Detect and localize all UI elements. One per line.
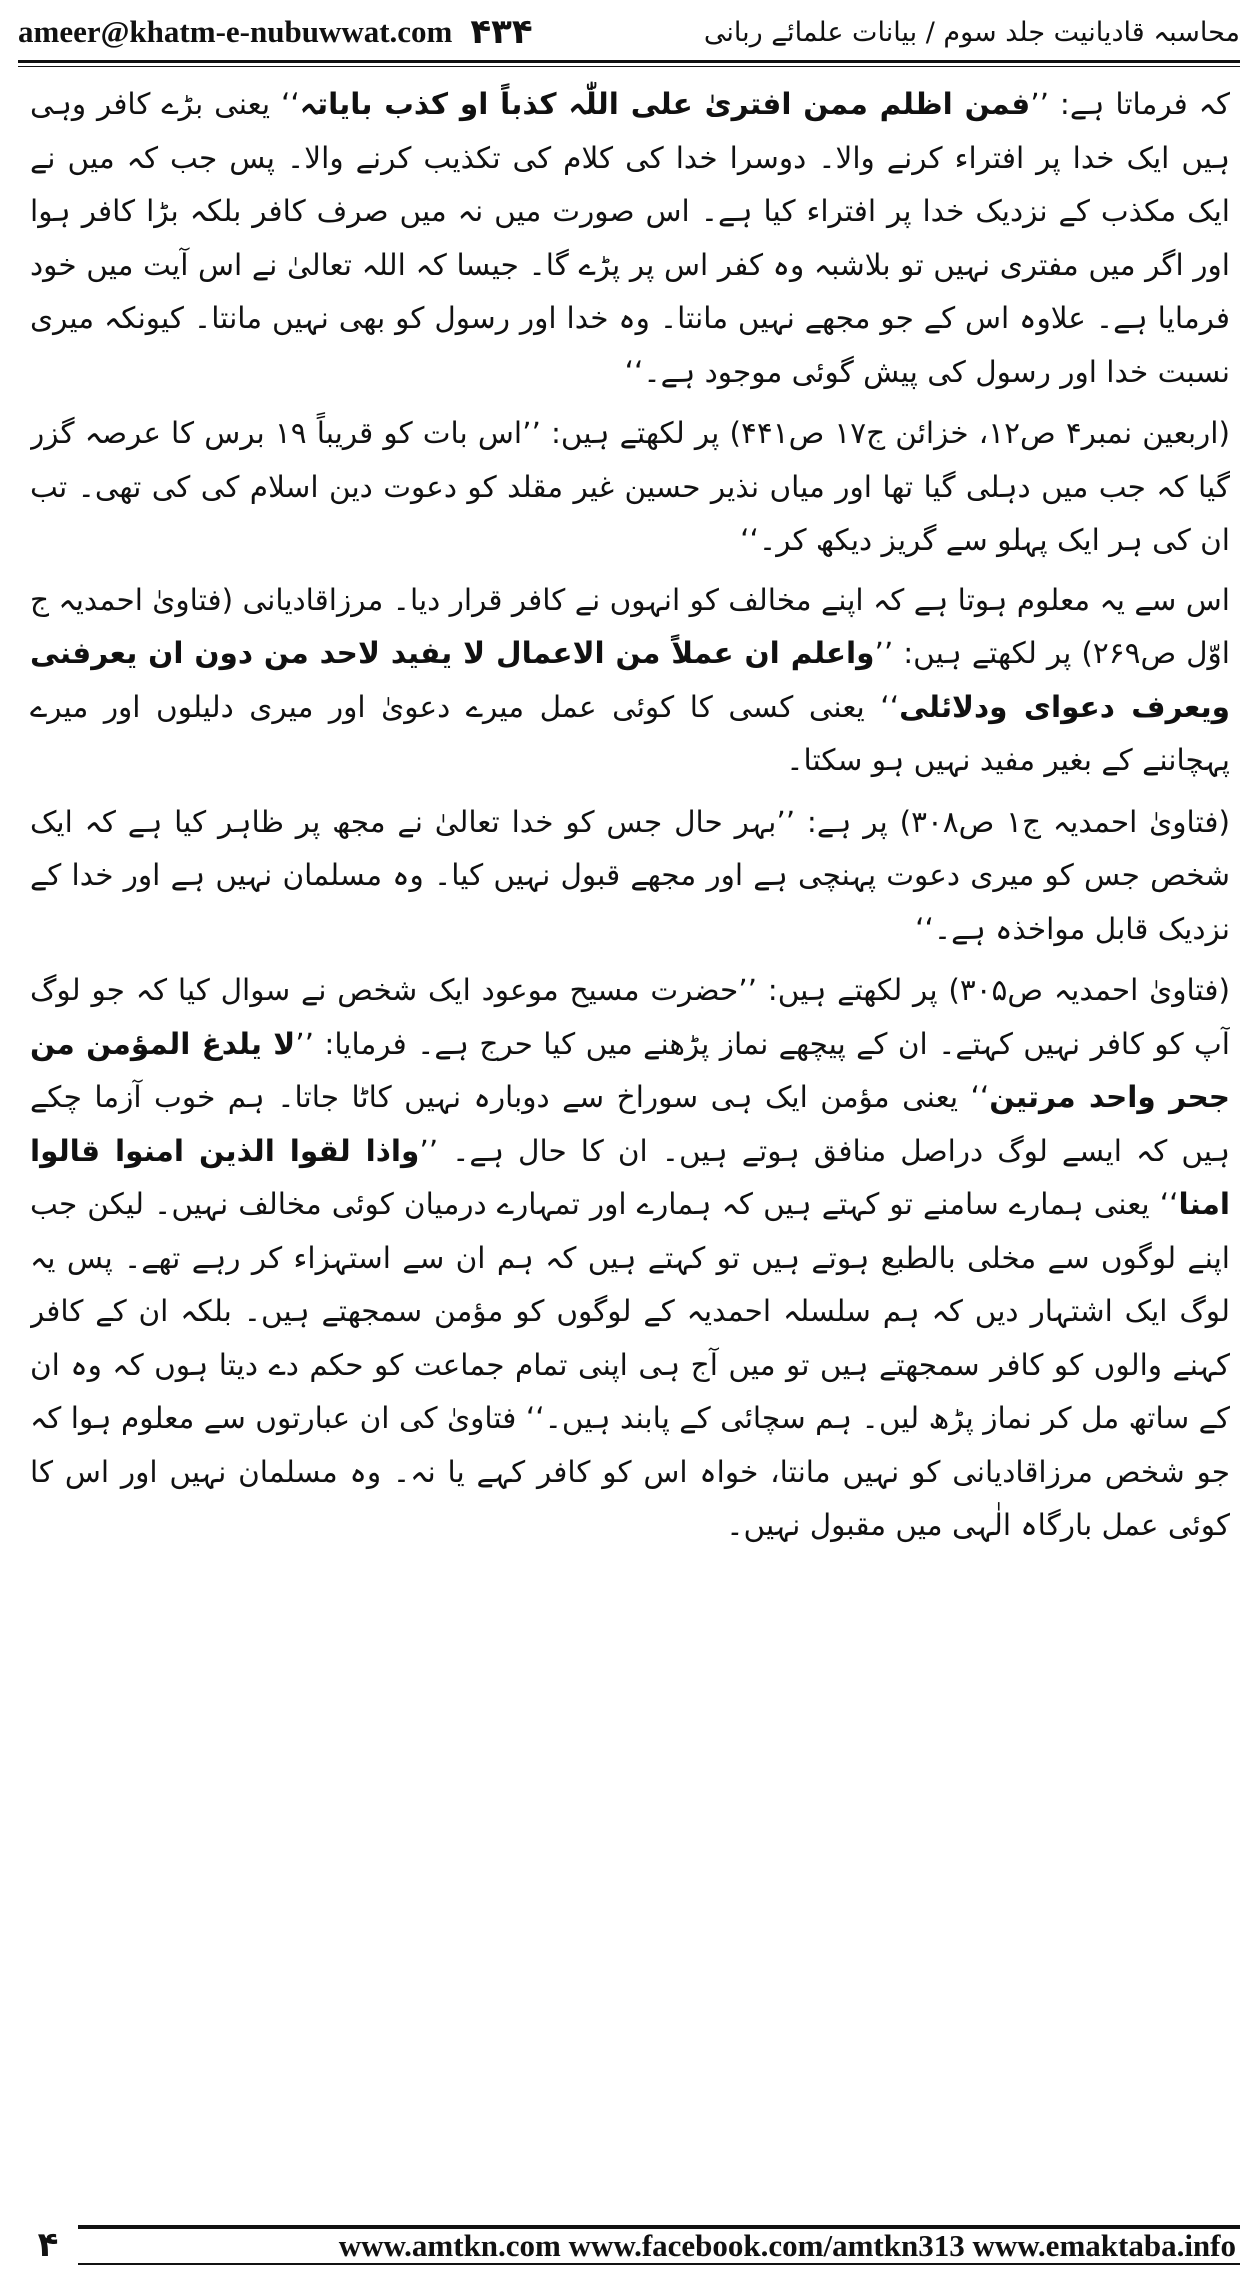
urdu-text: (فتاویٰ احمدیہ ص۳۰۵) پر لکھتے ہیں: ’’حضرت مسیح موعود ایک شخص نے سوال کیا کہ جو لوگ آپ کو کافر نہیں کہتے۔ ان کے پیچھے نماز پڑھنے میں کیا حرج ہے۔ فرمایا: ’’ xyxy=(30,973,1230,1061)
body-paragraph xyxy=(30,574,1230,788)
urdu-text: کہ فرماتا ہے: ’’ xyxy=(1030,87,1230,121)
body-paragraph xyxy=(30,78,1230,399)
header-left xyxy=(18,12,533,52)
header-rule xyxy=(18,60,1240,63)
arabic-quote: واعلم ان عملاً من الاعمال لا یفید لاحد من دون ان یعرفنی ویعرف دعوای ودلائلی xyxy=(30,636,1230,724)
urdu-text: ‘‘ یعنی ہمارے سامنے تو کہتے ہیں کہ ہمارے اور تمہارے درمیان کوئی مخالف نہیں۔ لیکن جب اپنے لوگوں سے مخلی بالطبع ہوتے ہیں تو کہتے ہیں کہ ہم ان سے استہزاء کر رہے تھے۔ پس یہ لوگ ایک اشتہار دیں کہ ہم سلسلہ احمدیہ کے لوگوں کو مؤمن سمجھتے ہیں۔ بلکہ ان کے کافر کہنے والوں کو کافر سمجھتے ہیں تو میں آج ہی اپنی تمام جماعت کو حکم دے دیتا ہوں کہ وہ ان کے ساتھ مل کر نماز پڑھ لیں۔ ہم سچائی کے پابند ہیں۔‘‘ فتاویٰ کی ان عبارتوں سے معلوم ہوا کہ جو شخص مرزاقادیانی کو نہیں مانتا، خواہ اس کو کافر کہے یا نہ۔ وہ مسلمان نہیں اور اس کا کوئی عمل بارگاہ الٰہی میں مقبول نہیں۔ xyxy=(30,1187,1230,1542)
reference-paragraph xyxy=(30,964,1230,1553)
page-body-text xyxy=(30,78,1230,2173)
urdu-text: ‘‘ یعنی مؤمن ایک ہی سوراخ سے دوبارہ نہیں کاٹا جاتا۔ ہم خوب آزما چکے ہیں کہ ایسے لوگ دراصل منافق ہوتے ہیں۔ ان کا حال ہے۔ ’’ xyxy=(30,1080,1230,1168)
footer-sheet-number: ۴ xyxy=(37,2225,59,2265)
page-header xyxy=(18,8,1240,56)
header-page-number: ۴۳۴ xyxy=(470,12,533,52)
arabic-quote: لا یلدغ المؤمن من جحر واحد مرتین xyxy=(30,1026,1230,1114)
header-email[interactable]: ameer@khatm-e-nubuwwat.com xyxy=(18,14,453,49)
footer-links[interactable]: www.amtkn.com www.facebook.com/amtkn313 www.emaktaba.info xyxy=(338,2228,1236,2263)
footer-bar xyxy=(78,2225,1240,2265)
header-book-title: محاسبہ قادیانیت جلد سوم / بیانات علمائے ربانی xyxy=(703,16,1240,48)
urdu-text: (اربعین نمبر۴ ص۱۲، خزائن ج۱۷ ص۴۴۱) پر لکھتے ہیں: ’’اس بات کو قریباً ۱۹ برس کا عرصہ گزر گیا کہ جب میں دہلی گیا تھا اور میاں نذیر حسین غیر مقلد کو دعوت دین اسلام کی کی تھی۔ تب ان کی ہر ایک پہلو سے گریز دیکھ کر۔‘‘ xyxy=(30,416,1230,557)
urdu-text: ‘‘ یعنی بڑے کافر وہی ہیں ایک خدا پر افتراء کرنے والا۔ دوسرا خدا کی کلام کی تکذیب کرنے والا۔ پس جب کہ میں نے ایک مکذب کے نزدیک خدا پر افتراء کیا ہے۔ اس صورت میں نہ میں صرف کافر بلکہ بڑا کافر ہوا اور اگر میں مفتری نہیں تو بلاشبہ وہ کفر اس پر پڑے گا۔ جیسا کہ اللہ تعالیٰ نے اس آیت میں خود فرمایا ہے۔ علاوہ اس کے جو مجھے نہیں مانتا۔ وہ خدا اور رسول کو بھی نہیں مانتا۔ کیونکہ میری نسبت خدا اور رسول کی پیش گوئی موجود ہے۔‘‘ xyxy=(30,87,1230,389)
urdu-text: اس سے یہ معلوم ہوتا ہے کہ اپنے مخالف کو انہوں نے کافر قرار دیا۔ مرزاقادیانی (فتاویٰ احمدیہ ج اوّل ص۲۶۹) پر لکھتے ہیں: ’’ xyxy=(30,582,1230,670)
urdu-text: (فتاویٰ احمدیہ ج۱ ص۳۰۸) پر ہے: ’’بہر حال جس کو خدا تعالیٰ نے مجھ پر ظاہر کیا ہے کہ ایک شخص جس کو میری دعوت پہنچی ہے اور مجھے قبول نہیں کیا۔ وہ مسلمان نہیں ہے اور خدا کے نزدیک قابل مواخذہ ہے۔‘‘ xyxy=(30,804,1230,946)
page-footer xyxy=(18,2222,1240,2268)
reference-paragraph xyxy=(30,407,1230,568)
urdu-text: ‘‘ یعنی کسی کا کوئی عمل میرے دعویٰ اور میری دلیلوں اور میرے پہچاننے کے بغیر مفید نہیں ہو سکتا۔ xyxy=(30,689,1230,777)
header-rule-thin xyxy=(18,66,1240,67)
reference-paragraph xyxy=(30,796,1230,957)
arabic-quote: فمن اظلم ممن افتریٰ علی اللّٰہ کذباً او کذب بایاتہ xyxy=(299,87,1031,121)
arabic-quote: واذا لقوا الذین امنوا قالوا امنا xyxy=(30,1133,1230,1221)
